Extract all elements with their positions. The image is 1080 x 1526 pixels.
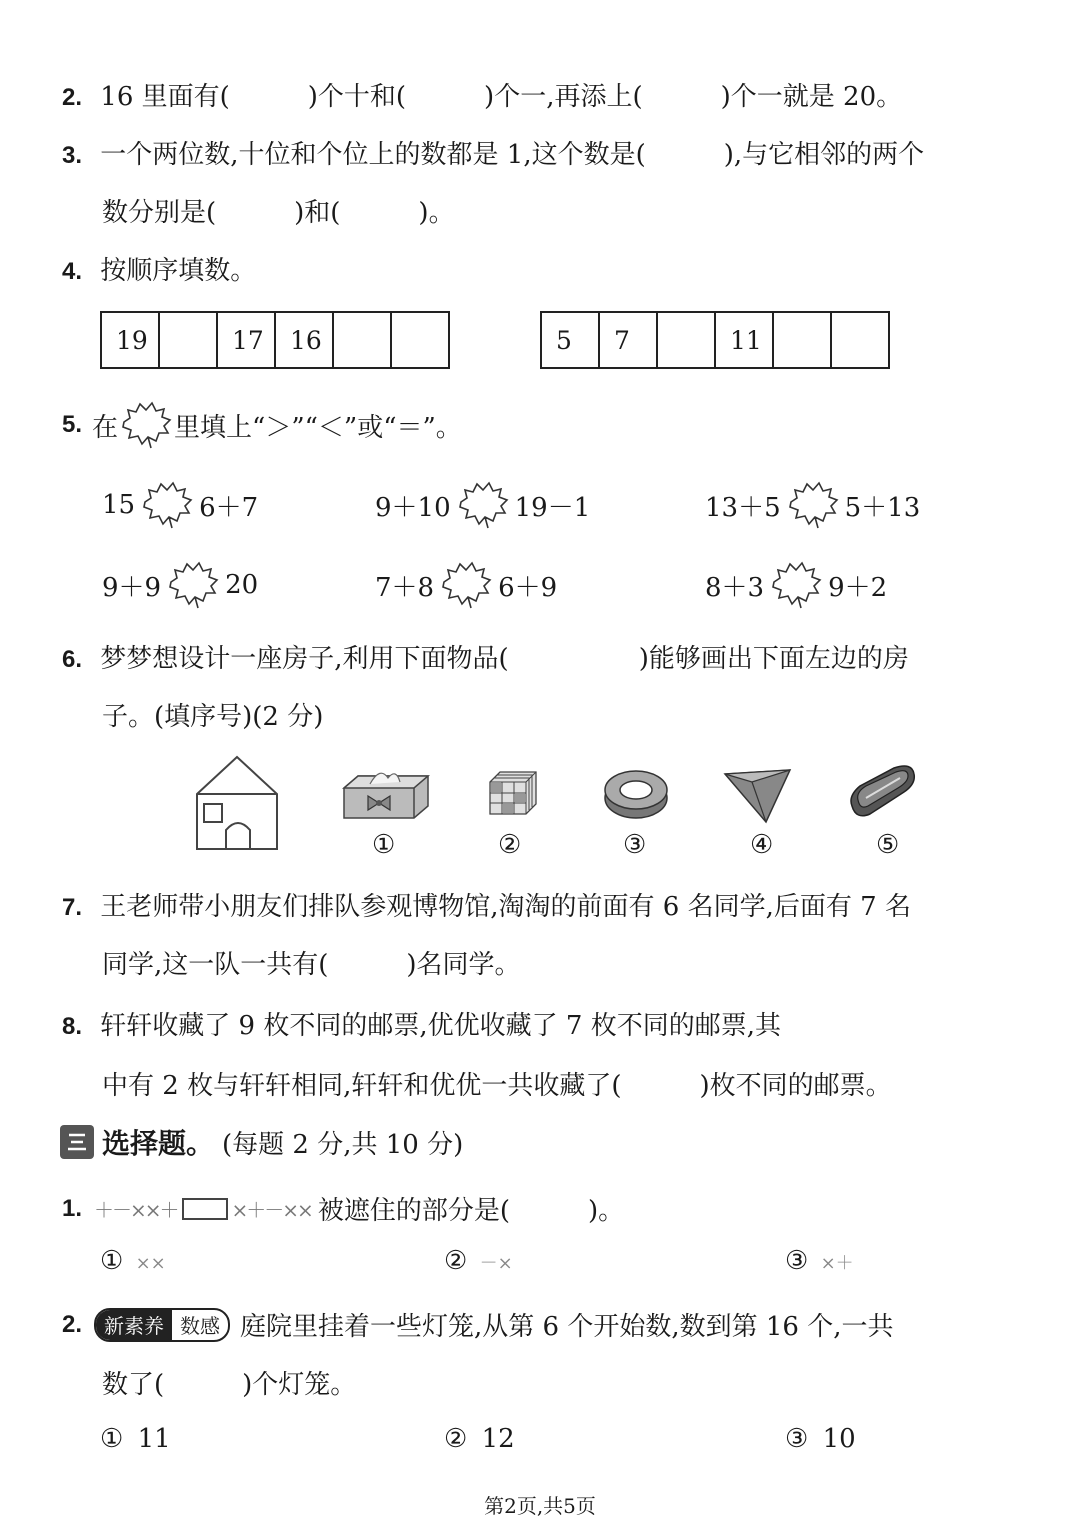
- rubiks-cube-icon: [488, 770, 538, 816]
- option-label: ②: [444, 1424, 468, 1454]
- question-6-line2: 子。(填序号)(2 分): [102, 702, 324, 732]
- question-3: [62, 134, 924, 171]
- compare-right: 20: [225, 570, 259, 600]
- choice-question-1: [62, 1190, 624, 1227]
- sequence-table-2: [540, 311, 890, 369]
- hidden-box: [182, 1198, 228, 1220]
- house-illustration: [194, 754, 280, 852]
- compare-item: [375, 480, 590, 530]
- question-number: 3.: [62, 142, 83, 169]
- compare-right: 6＋7: [199, 492, 259, 523]
- pattern-suffix: ×＋－××: [231, 1198, 312, 1222]
- section-number-icon: [60, 1125, 94, 1159]
- option-label: ①: [100, 1424, 124, 1454]
- choice-question-2-line2: 数了( )个灯笼。: [102, 1370, 357, 1400]
- ring-icon: [602, 768, 670, 820]
- sequence-cell[interactable]: [657, 312, 715, 368]
- option-label: ②: [498, 830, 522, 860]
- compare-item: [705, 480, 920, 530]
- question-number: 8.: [62, 1013, 83, 1040]
- sequence-cell[interactable]: [159, 312, 217, 368]
- question-text: 一个两位数,十位和个位上的数都是 1,这个数是( ),与它相邻的两个: [100, 140, 925, 170]
- section-title: 选择题。: [102, 1127, 215, 1160]
- question-text: 被遮住的部分是( )。: [317, 1196, 625, 1226]
- question-number: 6.: [62, 646, 83, 673]
- option-label: ②: [444, 1246, 468, 1276]
- sequence-cell[interactable]: 17: [217, 312, 275, 368]
- compare-right: 6＋9: [498, 572, 558, 603]
- question-8: [62, 1005, 781, 1042]
- option-text: 11: [137, 1424, 171, 1454]
- literacy-badge: [94, 1308, 230, 1342]
- compare-item: [375, 560, 557, 610]
- compare-item: [705, 560, 887, 610]
- option-label: ①: [372, 830, 396, 860]
- compare-left: 8＋3: [705, 572, 765, 603]
- question-text: 梦梦想设计一座房子,利用下面物品( )能够画出下面左边的房: [100, 644, 909, 674]
- compare-left: 13＋5: [705, 492, 781, 523]
- question-number: 2.: [62, 1310, 83, 1338]
- question-6: [62, 638, 909, 675]
- triangle-pyramid-icon: [722, 766, 794, 824]
- choice-question-2: [62, 1306, 894, 1343]
- question-number: 7.: [62, 894, 83, 921]
- sequence-cell[interactable]: [831, 312, 889, 368]
- option-text: －×: [479, 1253, 513, 1274]
- question-text: 轩轩收藏了 9 枚不同的邮票,优优收藏了 7 枚不同的邮票,其: [100, 1011, 781, 1041]
- compare-item: [102, 560, 258, 610]
- option-label: ⑤: [876, 830, 900, 860]
- leaf-icon[interactable]: [165, 560, 221, 610]
- leaf-icon[interactable]: [438, 560, 494, 610]
- section-subtitle: (每题 2 分,共 10 分): [222, 1129, 464, 1160]
- option-label: ④: [750, 830, 774, 860]
- question-2: [62, 76, 902, 113]
- question-7-line2: 同学,这一队一共有( )名同学。: [102, 950, 521, 980]
- question-8-line2: 中有 2 枚与轩轩相同,轩轩和优优一共收藏了( )枚不同的邮票。: [102, 1071, 892, 1101]
- compare-left: 15: [102, 490, 136, 520]
- question-number: 1.: [62, 1194, 83, 1222]
- question-text-pre: 在: [92, 412, 119, 443]
- option-label: ③: [785, 1246, 809, 1276]
- option-text: ××: [135, 1253, 166, 1274]
- question-number: 5.: [62, 411, 83, 438]
- question-text-post: 里填上“＞”“＜”或“＝”。: [174, 412, 462, 443]
- page-footer: 第2页,共5页: [484, 1494, 596, 1518]
- badge-primary: 新素养: [96, 1310, 172, 1340]
- choice-option[interactable]: [785, 1246, 854, 1276]
- section-header: [60, 1122, 463, 1162]
- sequence-cell[interactable]: [391, 312, 449, 368]
- option-label: ①: [100, 1246, 124, 1276]
- leaf-icon[interactable]: [139, 480, 195, 530]
- leaf-icon[interactable]: [768, 560, 824, 610]
- leaf-icon[interactable]: [785, 480, 841, 530]
- sequence-cell[interactable]: 7: [599, 312, 657, 368]
- compare-right: 5＋13: [844, 492, 921, 523]
- option-text: ×＋: [820, 1253, 854, 1274]
- pattern-prefix: ＋－××＋: [94, 1198, 178, 1222]
- option-label: ③: [785, 1424, 809, 1454]
- choice-option[interactable]: [444, 1246, 513, 1276]
- question-3-line2: 数分别是( )和( )。: [102, 198, 455, 228]
- option-text: 12: [481, 1424, 515, 1454]
- sequence-cell[interactable]: 5: [541, 312, 599, 368]
- sequence-cell[interactable]: 19: [101, 312, 159, 368]
- choice-option[interactable]: [100, 1424, 171, 1454]
- badge-secondary: 数感: [180, 1316, 221, 1338]
- compare-item: [102, 480, 258, 530]
- question-text: 16 里面有( )个十和( )个一,再添上( )个一就是 20。: [100, 82, 903, 112]
- question-5: [62, 400, 462, 450]
- sequence-cell[interactable]: [773, 312, 831, 368]
- option-text: 10: [822, 1424, 856, 1454]
- question-4: [62, 250, 256, 287]
- sequence-cell[interactable]: 11: [715, 312, 773, 368]
- option-label: ③: [623, 830, 647, 860]
- sequence-cell[interactable]: [333, 312, 391, 368]
- pencil-case-icon: [846, 762, 918, 824]
- question-text: 王老师带小朋友们排队参观博物馆,淘淘的前面有 6 名同学,后面有 7 名: [100, 892, 911, 922]
- question-number: 4.: [62, 258, 83, 285]
- compare-left: 9＋9: [102, 572, 162, 603]
- compare-left: 9＋10: [375, 492, 451, 523]
- question-text: 按顺序填数。: [100, 256, 257, 286]
- tissue-box-icon: [340, 766, 432, 822]
- choice-option[interactable]: [444, 1424, 515, 1454]
- sequence-cell[interactable]: 16: [275, 312, 333, 368]
- compare-left: 7＋8: [375, 572, 435, 603]
- choice-option[interactable]: [100, 1246, 166, 1276]
- compare-right: 19－1: [514, 492, 591, 523]
- sequence-table-1: [100, 311, 450, 369]
- compare-right: 9＋2: [828, 572, 888, 603]
- leaf-icon: [118, 400, 174, 450]
- question-number: 2.: [62, 84, 83, 111]
- leaf-icon[interactable]: [455, 480, 511, 530]
- choice-option[interactable]: [785, 1424, 856, 1454]
- question-7: [62, 886, 911, 923]
- question-text: 庭院里挂着一些灯笼,从第 6 个开始数,数到第 16 个,一共: [240, 1312, 894, 1342]
